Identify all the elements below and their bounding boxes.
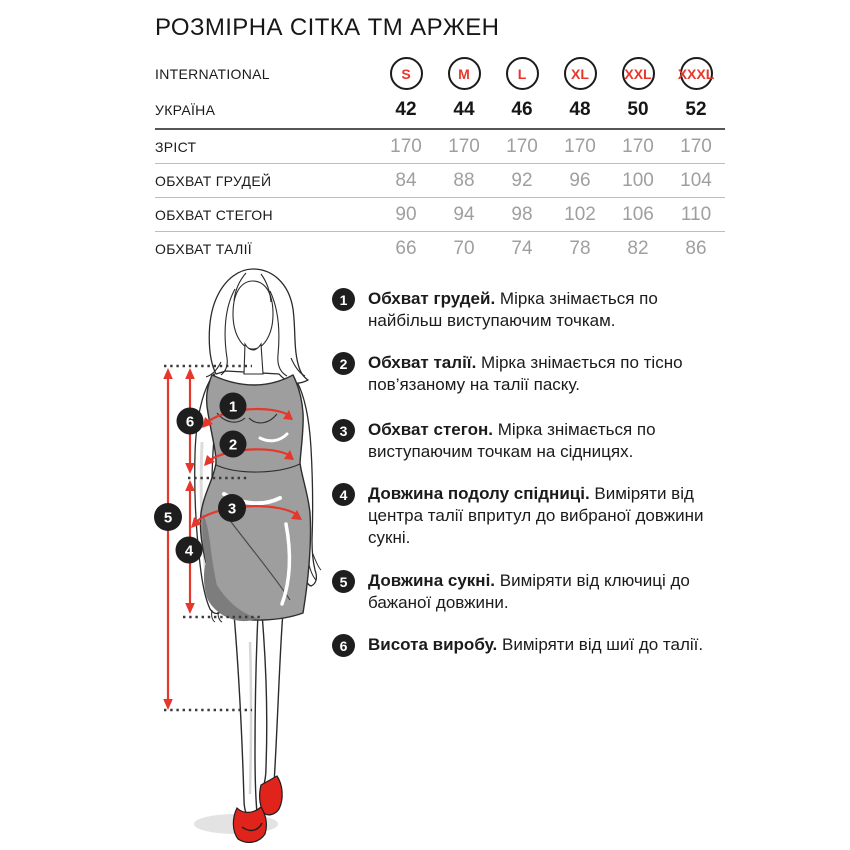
item-description: Виміряти від шиї до талії. — [502, 635, 704, 654]
item-description: Виміряти від центра талії впритул до вибраної довжини сукні. — [368, 484, 704, 547]
back-shoe — [260, 776, 283, 815]
table-cell: 44 — [453, 99, 475, 120]
item-text — [368, 570, 732, 614]
table-cell: 66 — [395, 237, 417, 259]
measurement-item-bust — [332, 288, 732, 332]
size-table — [155, 55, 725, 265]
table-cell: 70 — [453, 237, 475, 259]
table-row-bust — [155, 163, 725, 197]
table-row-hips — [155, 197, 725, 231]
figure-badge-dress-length — [154, 503, 182, 531]
table-cell: 48 — [569, 99, 591, 120]
table-cell: 86 — [685, 237, 707, 259]
table-cell: 52 — [685, 99, 707, 120]
table-cell: 78 — [569, 237, 591, 259]
row-label-international: INTERNATIONAL — [155, 65, 270, 82]
figure-badge-waist — [220, 431, 247, 458]
table-cell: 74 — [511, 237, 533, 259]
table-cell: 170 — [448, 135, 480, 157]
table-cell: 106 — [622, 203, 654, 225]
figure-badge-label: 4 — [184, 542, 194, 560]
table-cell: 170 — [680, 135, 712, 157]
table-cell: 170 — [564, 135, 596, 157]
figure-badge-label: 2 — [228, 436, 238, 454]
figure-badge-label: 6 — [185, 413, 195, 431]
table-cell: 110 — [680, 203, 712, 225]
table-cell: 94 — [453, 203, 475, 225]
figure-badge-bodice-height — [177, 408, 204, 435]
figure-badge-label: 5 — [163, 509, 173, 527]
item-text — [368, 419, 732, 463]
item-term: Довжина подолу спідниці. — [368, 484, 590, 503]
page-title: РОЗМІРНА СІТКА ТМ АРЖЕН — [155, 14, 500, 41]
table-cell: 42 — [395, 99, 417, 120]
size-badge-l: L — [506, 57, 539, 90]
size-badge-xl: XL — [564, 57, 597, 90]
table-cell: 100 — [622, 169, 654, 191]
figure-badge-label: 1 — [228, 398, 238, 416]
measurement-item-hips — [332, 419, 732, 463]
figure-badge-label: 3 — [227, 500, 237, 518]
table-cell: 92 — [511, 169, 533, 191]
table-cell: 50 — [627, 99, 649, 120]
item-description: Мірка знімається по найбільш виступаючим точкам. — [368, 289, 658, 330]
row-label: ОБХВАТ СТЕГОН — [155, 206, 273, 223]
table-cell: 96 — [569, 169, 591, 191]
table-row-international — [155, 55, 725, 92]
table-cell: 84 — [395, 169, 417, 191]
measurement-item-dress-length — [332, 570, 732, 614]
measurement-item-product-height — [332, 634, 732, 657]
row-label: ОБХВАТ ГРУДЕЙ — [155, 172, 272, 189]
item-term: Обхват грудей. — [368, 289, 496, 308]
table-cell: 88 — [453, 169, 475, 191]
table-cell: 170 — [622, 135, 654, 157]
table-cell: 104 — [680, 169, 712, 191]
item-term: Довжина сукні. — [368, 571, 496, 590]
item-text — [368, 483, 732, 549]
legs — [233, 612, 283, 842]
item-text — [368, 352, 732, 396]
row-label-ukraine: УКРАЇНА — [155, 102, 216, 118]
table-row-ukraine — [155, 92, 725, 128]
item-number-badge: 2 — [332, 352, 355, 375]
item-term: Обхват стегон. — [368, 420, 493, 439]
table-cell: 82 — [627, 237, 649, 259]
size-badge-xxl: XXL — [622, 57, 655, 90]
item-text — [368, 288, 732, 332]
figure-badge-hips — [218, 494, 246, 522]
item-description: Виміряти від ключиці до бажаної довжини. — [368, 571, 690, 612]
measurement-item-waist — [332, 352, 732, 396]
figure-badge-skirt-length — [176, 537, 203, 564]
item-number-badge: 4 — [332, 483, 355, 506]
item-term: Обхват талії. — [368, 353, 477, 372]
size-badge-xxxl: XXXL — [680, 57, 713, 90]
table-cell: 170 — [390, 135, 422, 157]
item-text — [368, 634, 732, 657]
model-figure-illustration — [150, 262, 350, 850]
dress — [200, 375, 310, 621]
table-cell: 102 — [564, 203, 596, 225]
table-cell: 90 — [395, 203, 417, 225]
figure-badge-bust — [220, 393, 247, 420]
table-row-waist — [155, 231, 725, 265]
item-description: Мірка знімається по тісно пов’язаному на талії паску. — [368, 353, 683, 394]
size-badge-s: S — [390, 57, 423, 90]
row-label: ЗРІСТ — [155, 138, 197, 155]
face — [233, 281, 273, 349]
table-row-height — [155, 128, 725, 163]
item-number-badge: 3 — [332, 419, 355, 442]
measurement-item-skirt-length — [332, 483, 732, 549]
item-number-badge: 6 — [332, 634, 355, 657]
item-term: Висота виробу. — [368, 635, 498, 654]
item-number-badge: 1 — [332, 288, 355, 311]
row-label: ОБХВАТ ТАЛІЇ — [155, 240, 252, 257]
table-cell: 98 — [511, 203, 533, 225]
size-badge-m: M — [448, 57, 481, 90]
item-number-badge: 5 — [332, 570, 355, 593]
table-cell: 170 — [506, 135, 538, 157]
table-cell: 46 — [511, 99, 533, 120]
item-description: Мірка знімається по виступаючим точкам на сідницях. — [368, 420, 656, 461]
